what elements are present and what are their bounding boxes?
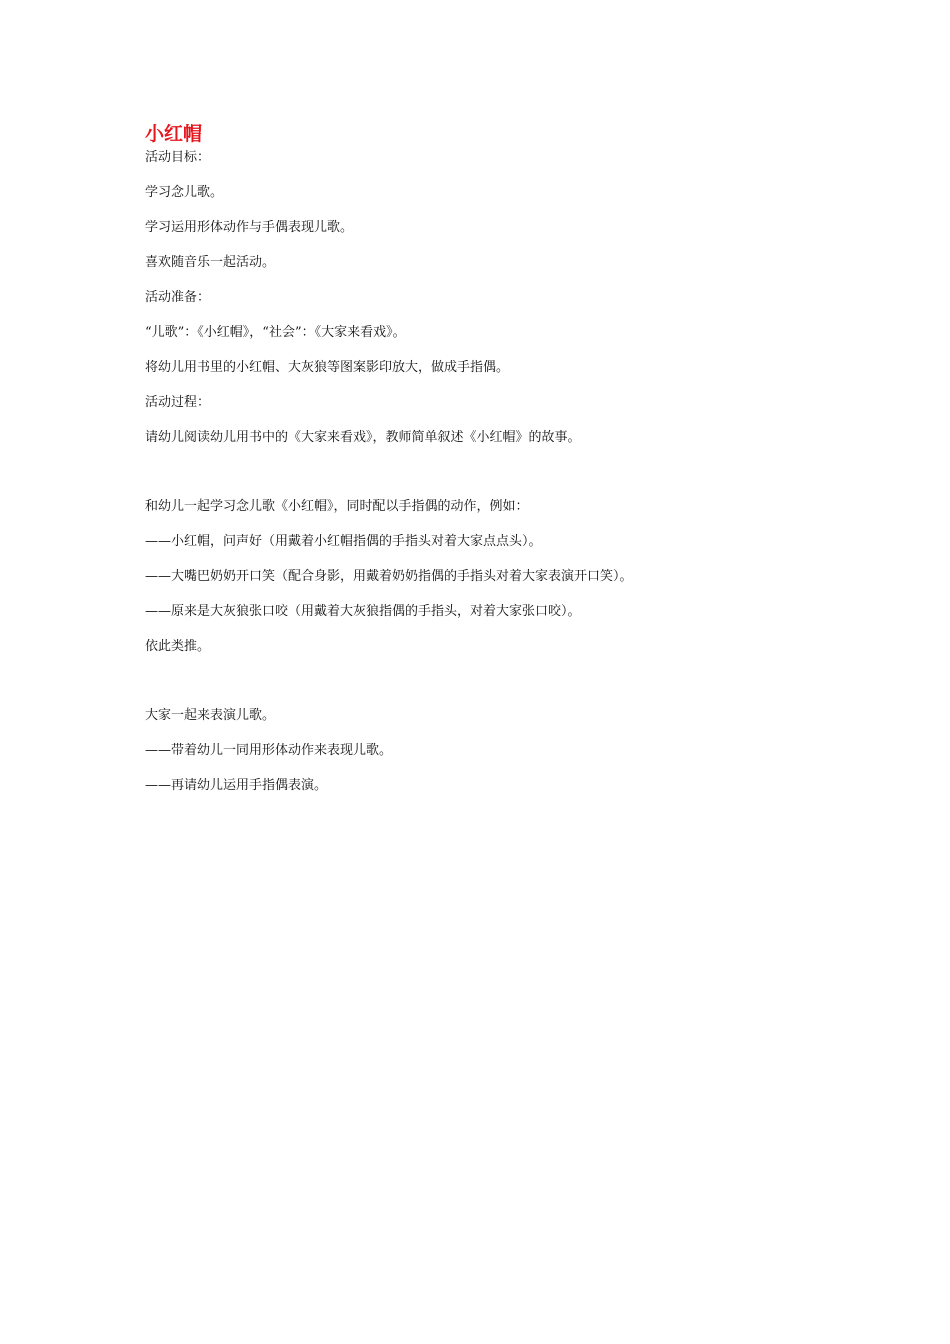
spacer	[145, 657, 845, 706]
paragraph-line: 喜欢随音乐一起活动。	[145, 255, 276, 270]
paragraph-line: 学习念儿歌。	[145, 185, 224, 200]
paragraph-line: 将幼儿用书里的小红帽、大灰狼等图案影印放大，做成手指偶。	[145, 360, 510, 375]
section-heading-goals: 活动目标：	[145, 150, 211, 165]
spacer	[145, 726, 845, 741]
paragraph-line: 大家一起来表演儿歌。	[145, 708, 276, 723]
spacer	[145, 761, 845, 776]
paragraph-line: 学习运用形体动作与手偶表现儿歌。	[145, 220, 354, 235]
spacer	[145, 552, 845, 567]
spacer	[145, 448, 845, 497]
paragraph-line: ——原来是大灰狼张口咬（用戴着大灰狼指偶的手指头，对着大家张口咬）。	[145, 604, 581, 619]
spacer	[145, 587, 845, 602]
paragraph-line: ——带着幼儿一同用形体动作来表现儿歌。	[145, 743, 393, 758]
spacer	[145, 413, 845, 428]
section-heading-preparation: 活动准备：	[145, 290, 211, 305]
paragraph-line: 和幼儿一起学习念儿歌《小红帽》，同时配以手指偶的动作，例如：	[145, 499, 529, 514]
paragraph-line: 依此类推。	[145, 639, 211, 654]
paragraph-line: ——小红帽，问声好（用戴着小红帽指偶的手指头对着大家点点头）。	[145, 534, 542, 549]
spacer	[145, 308, 845, 323]
spacer	[145, 273, 845, 288]
document-title: 小红帽	[145, 123, 203, 145]
spacer	[145, 622, 845, 637]
spacer	[145, 238, 845, 253]
spacer	[145, 517, 845, 532]
paragraph-line: 请幼儿阅读幼儿用书中的《大家来看戏》，教师简单叙述《小红帽》的故事。	[145, 430, 581, 445]
paragraph-line: ——大嘴巴奶奶开口笑（配合身影，用戴着奶奶指偶的手指头对着大家表演开口笑）。	[145, 569, 633, 584]
spacer	[145, 343, 845, 358]
document-page	[145, 120, 845, 796]
paragraph-line: ——再请幼儿运用手指偶表演。	[145, 778, 328, 793]
paragraph-line: “儿歌”：《小红帽》，“社会”：《大家来看戏》。	[145, 325, 406, 340]
section-heading-process: 活动过程：	[145, 395, 211, 410]
spacer	[145, 378, 845, 393]
spacer	[145, 203, 845, 218]
spacer	[145, 168, 845, 183]
